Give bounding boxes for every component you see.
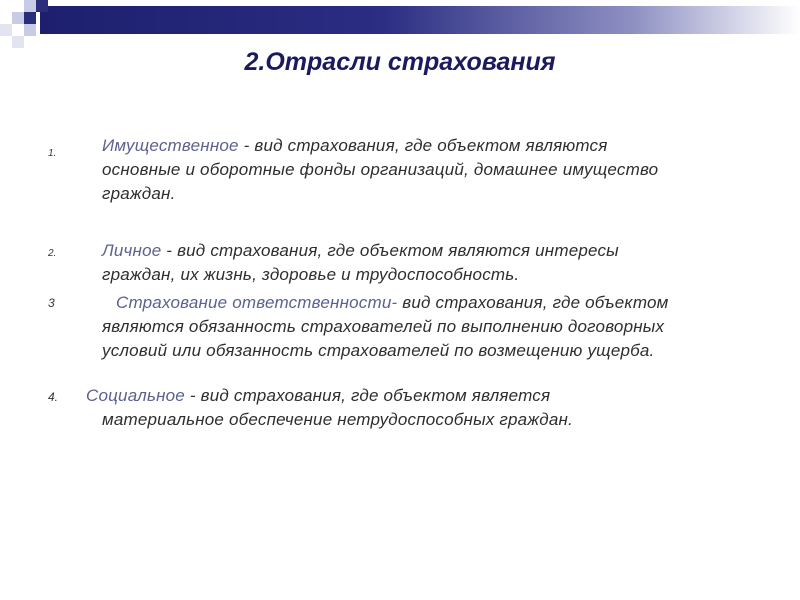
list-item-3-text: вид страхования, где объектом: [397, 293, 669, 312]
list-item-2-line-1: [102, 239, 619, 263]
list-item-4-term: Социальное: [86, 386, 185, 405]
decor-square-1: [24, 0, 36, 12]
header-gradient-band: [40, 6, 800, 34]
list-item-number-3: 3: [48, 296, 55, 310]
list-item-3-line-3: условий или обязанность страхователей по возмещению ущерба.: [102, 341, 655, 360]
list-item-number-4: 4.: [48, 390, 59, 404]
list-item-number-1: 1.: [48, 148, 57, 159]
list-item-3-term: Страхование ответственности-: [116, 293, 398, 312]
list-item-2-text: - вид страхования, где объектом являются интересы: [161, 241, 619, 260]
list-item-4-line-1: [86, 384, 573, 408]
list-item-3-line-2: являются обязанность страхователей по выполнению договорных: [102, 317, 665, 336]
decor-square-5: [24, 24, 36, 36]
page-title: 2.Отрасли страхования: [244, 48, 556, 76]
list-item-1-line-2: основные и оборотные фонды организаций, домашнее имущество: [102, 160, 659, 179]
decor-square-7: [12, 36, 24, 48]
decor-square-6: [0, 24, 12, 36]
decor-square-3: [12, 12, 24, 24]
list-item-1-text: - вид страхования, где объектом являются: [238, 136, 608, 155]
list-item-2: [102, 239, 619, 287]
list-item-3-line-1: [116, 291, 669, 315]
list-item-2-term: Личное: [102, 241, 162, 260]
list-item-4-text: - вид страхования, где объектом является: [184, 386, 551, 405]
list-item-1-line-1: [102, 134, 658, 158]
list-item-2-line-2: граждан, их жизнь, здоровье и трудоспособность.: [102, 265, 520, 284]
decor-square-2: [36, 0, 48, 12]
list-item-4: [86, 384, 573, 432]
decor-square-4: [24, 12, 36, 24]
list-item-1-term: Имущественное: [102, 136, 239, 155]
list-item-number-2: 2.: [48, 248, 57, 259]
list-item-1-line-3: граждан.: [102, 184, 176, 203]
list-item-3: [102, 291, 669, 363]
list-item-1: [102, 134, 658, 206]
list-item-4-line-2: материальное обеспечение нетрудоспособных граждан.: [102, 410, 573, 429]
